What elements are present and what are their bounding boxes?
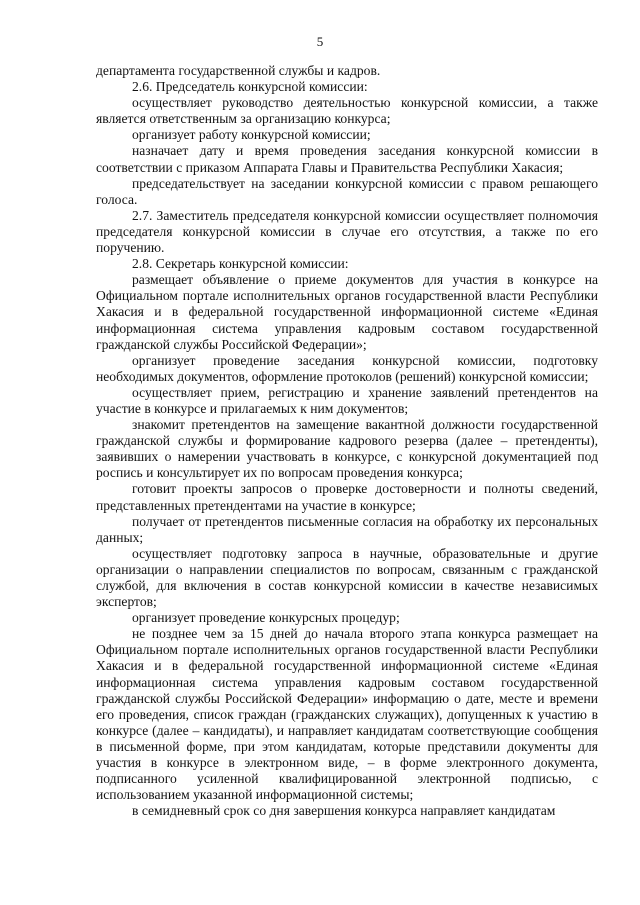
section-paragraph: 2.7. Заместитель председателя конкурсной комиссии осуществляет полномочия председателя конкурсной комиссии в случае его отсутствия, а также по его поручению. xyxy=(96,207,598,256)
paragraph: председательствует на заседании конкурсной комиссии с правом решающего голоса. xyxy=(96,175,598,207)
paragraph: осуществляет руководство деятельностью конкурсной комиссии, а также является ответственным за организацию конкурса; xyxy=(96,95,598,127)
paragraph: организует проведение конкурсных процедур; xyxy=(132,610,400,626)
paragraph: назначает дату и время проведения заседания конкурсной комиссии в соответствии с приказом Аппарата Главы и Правительства Республики Хакасия; xyxy=(96,143,598,175)
page-number: 5 xyxy=(316,34,324,49)
paragraph: получает от претендентов письменные согласия на обработку их персональных данных; xyxy=(96,513,598,545)
paragraph: знакомит претендентов на замещение вакантной должности государственной гражданской службы и формирование кадрового резерва (далее – претенденты), заявивших о намерении участвовать в конкурсе, с конкурсной документацией под роспись и консультирует их по вопросам проведения конкурса; xyxy=(96,417,598,481)
paragraph: департамента государственной службы и кадров. xyxy=(96,63,381,78)
paragraph: организует проведение заседания конкурсной комиссии, подготовку необходимых документов, оформление протоколов (решений) конкурсной комиссии; xyxy=(96,352,598,384)
paragraph: не позднее чем за 15 дней до начала второго этапа конкурса размещает на Официальном портале исполнительных органов государственной власти Республики Хакасия и в федеральной государственной информационной системе «Единая информационная система управления кадровым составом государственной гражданской службы Российской Федерации» информацию о дате, месте и времени его проведения, список граждан (гражданских служащих), допущенных к участию в конкурсе (далее – кандидаты), и направляет кандидатам соответствующие сообщения в письменной форме, при этом кандидатам, которые представили документы для участия в конкурсе в электронном виде, – в форме электронного документа, подписанного усиленной квалифицированной электронной подписью, с использованием указанной информационной системы; xyxy=(96,626,598,803)
paragraph: осуществляет прием, регистрацию и хранение заявлений претендентов на участие в конкурсе и прилагаемых к ним документов; xyxy=(96,384,598,416)
section-heading: 2.8. Секретарь конкурсной комиссии: xyxy=(132,256,349,272)
section-heading: 2.6. Председатель конкурсной комиссии: xyxy=(132,79,368,95)
document-body xyxy=(96,63,598,819)
paragraph: организует работу конкурсной комиссии; xyxy=(132,127,371,143)
paragraph: осуществляет подготовку запроса в научные, образовательные и другие организации о направлении специалистов по вопросам, связанным с гражданской службой, для включения в состав конкурсной комиссии в качестве независимых экспертов; xyxy=(96,545,598,610)
paragraph: размещает объявление о приеме документов для участия в конкурсе на Официальном портале исполнительных органов государственной власти Республики Хакасия и в федеральной государственной информационной системе «Единая информационная система управления кадровым составом государственной гражданской службы Российской Федерации»; xyxy=(96,272,598,352)
paragraph: в семидневный срок со дня завершения конкурса направляет кандидатам xyxy=(132,803,556,819)
paragraph: готовит проекты запросов о проверке достоверности и полноты сведений, представленных претендентами на участие в конкурсе; xyxy=(96,481,598,513)
